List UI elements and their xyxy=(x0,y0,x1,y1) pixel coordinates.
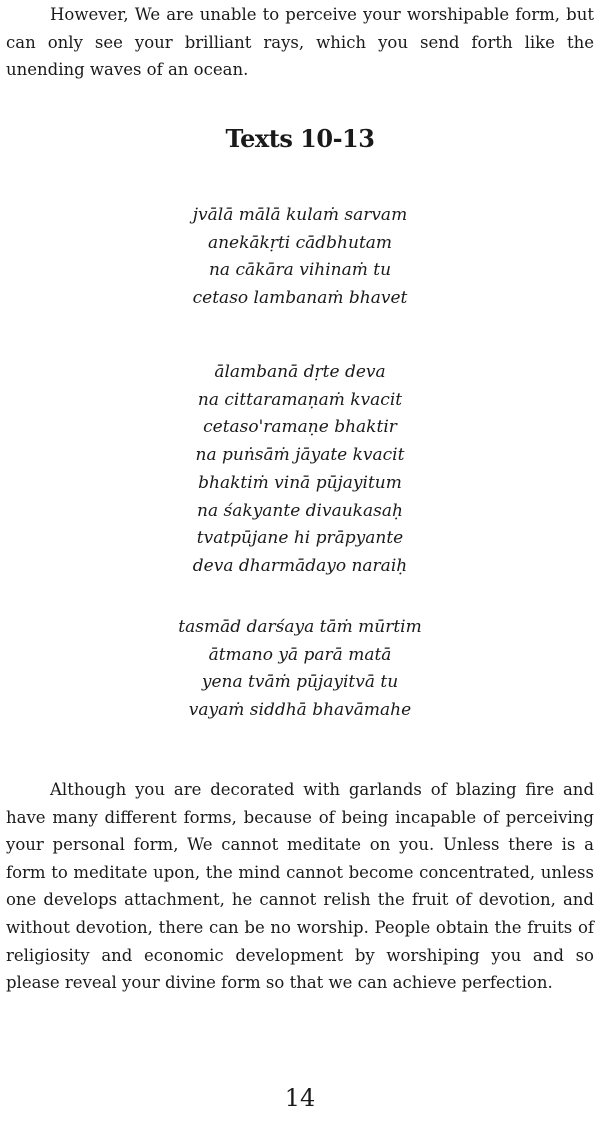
page-number: 14 xyxy=(284,1084,316,1112)
verse-line: jvālā mālā kulaṁ sarvam xyxy=(192,205,408,225)
translation-line: a form to meditate upon, the mind cannot become concentrated, xyxy=(6,835,594,882)
translation-line: achieve perfection. xyxy=(392,973,553,993)
section-heading: Texts 10-13 xyxy=(225,124,375,153)
verse-line: na cākāra vihinaṁ tu xyxy=(208,260,392,281)
translation-line: Although you are decorated with garlands of blazing fire and xyxy=(50,780,594,799)
translation-line: your personal form, We cannot meditate on you. Unless there is xyxy=(6,835,585,855)
verse-stanza-2 xyxy=(0,359,600,581)
intro-paragraph xyxy=(6,1,594,84)
translation-line: worshiping you and so please reveal your divine form so that we can xyxy=(6,945,594,993)
verse-line: na puṅsāṁ jāyate kvacit xyxy=(195,445,405,466)
verse-line: vayaṁ siddhā bhavāmahe xyxy=(188,700,412,721)
translation-line: devotion, and without devotion, there can be no worship. People xyxy=(6,890,594,937)
verse-line: na cittaramaṇaṁ kvacit xyxy=(197,389,403,410)
verse-stanza-3 xyxy=(0,614,600,725)
verse-line: cetaso'ramaṇe bhaktir xyxy=(203,417,397,438)
verse-line: anekākṛti cādbhutam xyxy=(207,232,393,253)
verse-line: yena tvāṁ pūjayitvā tu xyxy=(201,672,399,693)
translation-paragraph xyxy=(6,776,594,997)
verse-line: na śakyante divaukasaḥ xyxy=(197,500,403,521)
intro-line: However, We are unable to perceive your worshipable form, xyxy=(50,5,567,24)
verse-line: ātmano yā parā matā xyxy=(208,644,392,665)
translation-line: obtain the fruits of religiosity and economic development by xyxy=(6,917,594,965)
verse-line: deva dharmādayo naraiḥ xyxy=(192,555,408,576)
translation-line: have many different forms, because of being incapable of perceiving xyxy=(6,807,594,827)
verse-line: ālambanā dṛte deva xyxy=(214,362,386,382)
verse-line: bhaktiṁ vinā pūjayitum xyxy=(198,472,402,493)
intro-line: but can only see your brilliant rays, which you send forth like the xyxy=(6,5,594,52)
verse-stanza-1 xyxy=(0,202,600,313)
intro-line: unending waves of an ocean. xyxy=(6,60,249,80)
verse-line: cetaso lambanaṁ bhavet xyxy=(192,288,408,309)
verse-line: tvatpūjane hi prāpyante xyxy=(196,528,404,549)
verse-line: tasmād darśaya tāṁ mūrtim xyxy=(178,617,422,637)
translation-line: unless one develops attachment, he cannot relish the fruit of xyxy=(6,862,594,910)
